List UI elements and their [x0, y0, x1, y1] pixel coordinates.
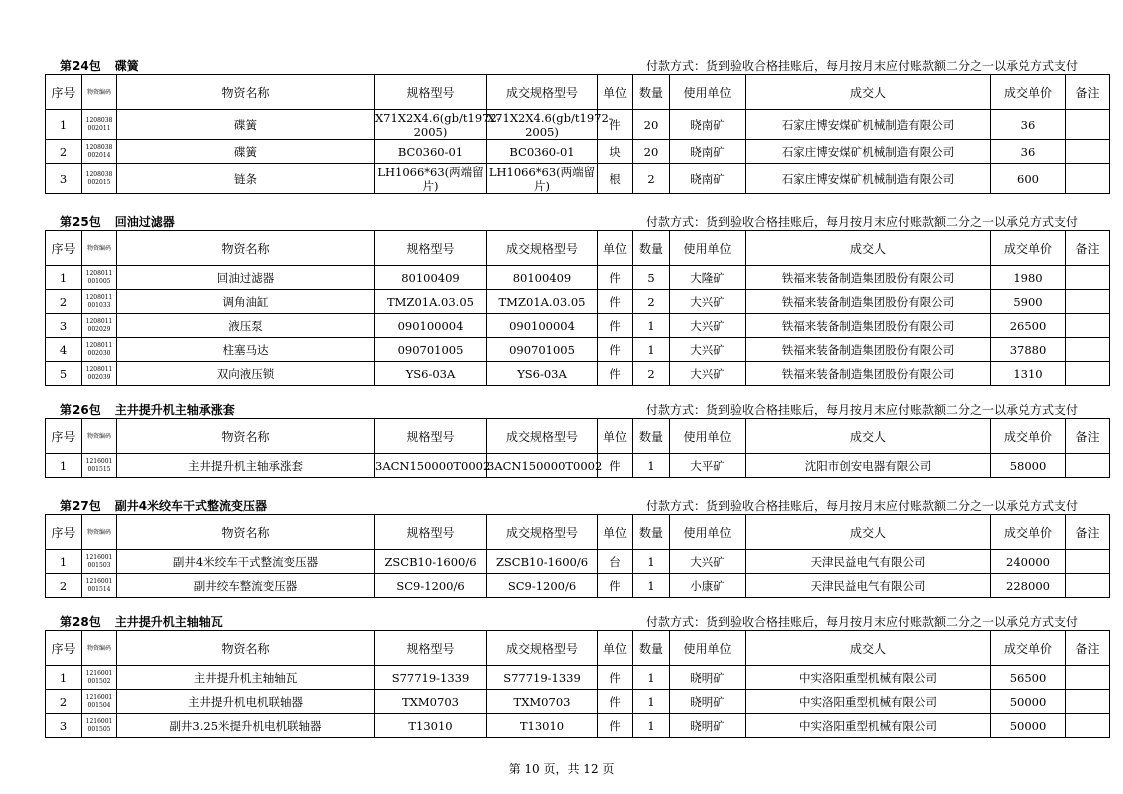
cell-material-code: 1208011 001005	[82, 266, 117, 290]
cell-unit-price: 58000	[991, 454, 1066, 478]
package-section	[45, 498, 1100, 598]
cell-material-code: 1216001 001515	[82, 454, 117, 478]
cell-material-name: 柱塞马达	[117, 338, 375, 362]
column-header-quantity: 数量	[633, 515, 670, 550]
table-row	[46, 110, 1110, 140]
cell-quantity: 20	[633, 140, 670, 164]
cell-vendor: 石家庄博安煤矿机械制造有限公司	[746, 140, 991, 164]
cell-unit-price: 36	[991, 140, 1066, 164]
cell-material-name: 主井提升机电机联轴器	[117, 690, 375, 714]
package-table	[45, 514, 1110, 598]
cell-using-unit: 大兴矿	[670, 338, 746, 362]
column-header-row-number: 序号	[46, 231, 82, 266]
column-header-quantity: 数量	[633, 75, 670, 110]
column-header-material-name: 物资名称	[117, 75, 375, 110]
package-header	[45, 214, 1092, 230]
package-name: 主井提升机主轴轴瓦	[114, 615, 223, 629]
cell-vendor: 石家庄博安煤矿机械制造有限公司	[746, 164, 991, 194]
column-header-deal-spec-model: 成交规格型号	[487, 515, 598, 550]
package-number: 第28包	[60, 615, 101, 629]
package-title	[60, 498, 267, 514]
cell-material-code: 1208038 002011	[82, 110, 117, 140]
cell-spec-model: SC9-1200/6	[375, 574, 487, 598]
cell-spec-model: TXM0703	[375, 690, 487, 714]
cell-deal-spec-model: 090100004	[487, 314, 598, 338]
cell-deal-spec-model: S77719-1339	[487, 666, 598, 690]
cell-vendor: 中实洛阳重型机械有限公司	[746, 690, 991, 714]
package-section	[45, 614, 1100, 738]
column-header-unit: 单位	[598, 419, 633, 454]
cell-unit: 根	[598, 164, 633, 194]
cell-material-code: 1208038 002014	[82, 140, 117, 164]
cell-unit: 件	[598, 110, 633, 140]
table-row	[46, 550, 1110, 574]
cell-deal-spec-model: SC9-1200/6	[487, 574, 598, 598]
cell-row-number: 1	[46, 110, 82, 140]
cell-using-unit: 晓明矿	[670, 714, 746, 738]
table-header-row	[46, 419, 1110, 454]
package-name: 碟簧	[114, 59, 139, 73]
package-section	[45, 402, 1100, 478]
package-section	[45, 214, 1100, 386]
column-header-unit: 单位	[598, 231, 633, 266]
table-row	[46, 690, 1110, 714]
cell-unit: 件	[598, 666, 633, 690]
cell-row-number: 3	[46, 164, 82, 194]
cell-using-unit: 晓南矿	[670, 164, 746, 194]
column-header-quantity: 数量	[633, 231, 670, 266]
cell-remark	[1066, 338, 1110, 362]
cell-using-unit: 大兴矿	[670, 290, 746, 314]
table-row	[46, 666, 1110, 690]
table-row	[46, 140, 1110, 164]
cell-row-number: 2	[46, 290, 82, 314]
column-header-quantity: 数量	[633, 419, 670, 454]
column-header-material-code: 物资编码	[82, 515, 117, 550]
column-header-material-code: 物资编码	[82, 631, 117, 666]
cell-unit-price: 50000	[991, 690, 1066, 714]
package-name: 回油过滤器	[114, 215, 175, 229]
cell-using-unit: 小康矿	[670, 574, 746, 598]
cell-material-name: 碟簧	[117, 110, 375, 140]
cell-material-name: 调角油缸	[117, 290, 375, 314]
cell-remark	[1066, 690, 1110, 714]
package-table	[45, 74, 1110, 194]
payment-terms: 付款方式：货到验收合格挂账后，每月按月末应付账款额二分之一以承兑方式支付	[645, 59, 1078, 73]
cell-unit: 件	[598, 338, 633, 362]
column-header-row-number: 序号	[46, 515, 82, 550]
column-header-material-name: 物资名称	[117, 419, 375, 454]
cell-unit-price: 56500	[991, 666, 1066, 690]
cell-remark	[1066, 266, 1110, 290]
cell-vendor: 铁福来装备制造集团股份有限公司	[746, 338, 991, 362]
cell-material-code: 1208011 002030	[82, 338, 117, 362]
cell-spec-model: 3ACN150000T0002	[375, 454, 487, 478]
cell-remark	[1066, 574, 1110, 598]
cell-unit-price: 240000	[991, 550, 1066, 574]
cell-deal-spec-model: TMZ01A.03.05	[487, 290, 598, 314]
cell-remark	[1066, 164, 1110, 194]
cell-unit-price: 5900	[991, 290, 1066, 314]
column-header-unit: 单位	[598, 75, 633, 110]
cell-material-code: 1216001 001503	[82, 550, 117, 574]
cell-material-name: 主井提升机主轴承涨套	[117, 454, 375, 478]
cell-spec-model: X71X2X4.6(gb/t1972-2005)	[375, 110, 501, 139]
cell-spec-model: 090100004	[375, 314, 487, 338]
cell-vendor: 天津民益电气有限公司	[746, 550, 991, 574]
cell-unit-price: 1310	[991, 362, 1066, 386]
package-header	[45, 402, 1092, 418]
cell-row-number: 4	[46, 338, 82, 362]
table-row	[46, 362, 1110, 386]
column-header-using-unit: 使用单位	[670, 631, 746, 666]
cell-unit-price: 37880	[991, 338, 1066, 362]
cell-material-name: 副井3.25米提升机电机联轴器	[117, 714, 375, 738]
page-footer: 第 10 页，共 12 页	[508, 762, 615, 776]
cell-deal-spec-model: 80100409	[487, 266, 598, 290]
cell-row-number: 3	[46, 314, 82, 338]
column-header-material-code: 物资编码	[82, 75, 117, 110]
payment-terms: 付款方式：货到验收合格挂账后，每月按月末应付账款额二分之一以承兑方式支付	[645, 499, 1078, 513]
cell-spec-model: 090701005	[375, 338, 487, 362]
cell-row-number: 5	[46, 362, 82, 386]
column-header-using-unit: 使用单位	[670, 419, 746, 454]
package-number: 第24包	[60, 59, 101, 73]
cell-using-unit: 大平矿	[670, 454, 746, 478]
cell-unit-price: 50000	[991, 714, 1066, 738]
package-table	[45, 230, 1110, 386]
column-header-vendor: 成交人	[746, 75, 991, 110]
column-header-remark: 备注	[1066, 515, 1110, 550]
table-row	[46, 714, 1110, 738]
cell-quantity: 2	[633, 164, 670, 194]
payment-terms: 付款方式：货到验收合格挂账后，每月按月末应付账款额二分之一以承兑方式支付	[645, 215, 1078, 229]
cell-using-unit: 晓南矿	[670, 140, 746, 164]
cell-quantity: 20	[633, 110, 670, 140]
cell-vendor: 铁福来装备制造集团股份有限公司	[746, 290, 991, 314]
column-header-material-name: 物资名称	[117, 631, 375, 666]
package-number: 第26包	[60, 403, 101, 417]
table-row	[46, 454, 1110, 478]
payment-terms: 付款方式：货到验收合格挂账后，每月按月末应付账款额二分之一以承兑方式支付	[645, 615, 1078, 629]
cell-material-name: 副井绞车整流变压器	[117, 574, 375, 598]
cell-row-number: 1	[46, 550, 82, 574]
column-header-deal-spec-model: 成交规格型号	[487, 231, 598, 266]
cell-spec-model: 80100409	[375, 266, 487, 290]
cell-material-code: 1216001 001505	[82, 714, 117, 738]
cell-quantity: 5	[633, 266, 670, 290]
column-header-unit-price: 成交单价	[991, 231, 1066, 266]
cell-using-unit: 大隆矿	[670, 266, 746, 290]
package-title	[60, 614, 223, 630]
cell-spec-model: S77719-1339	[375, 666, 487, 690]
cell-using-unit: 大兴矿	[670, 314, 746, 338]
cell-unit: 块	[598, 140, 633, 164]
cell-row-number: 1	[46, 266, 82, 290]
package-title	[60, 402, 235, 418]
table-header-row	[46, 631, 1110, 666]
cell-spec-model: LH1066*63(两端留片)	[375, 164, 487, 194]
cell-vendor: 石家庄博安煤矿机械制造有限公司	[746, 110, 991, 140]
cell-quantity: 1	[633, 714, 670, 738]
cell-unit: 件	[598, 714, 633, 738]
cell-remark	[1066, 290, 1110, 314]
column-header-vendor: 成交人	[746, 231, 991, 266]
payment-terms: 付款方式：货到验收合格挂账后，每月按月末应付账款额二分之一以承兑方式支付	[645, 403, 1078, 417]
cell-unit: 件	[598, 362, 633, 386]
cell-unit: 件	[598, 690, 633, 714]
column-header-vendor: 成交人	[746, 515, 991, 550]
column-header-unit-price: 成交单价	[991, 75, 1066, 110]
table-header-row	[46, 515, 1110, 550]
cell-quantity: 1	[633, 574, 670, 598]
cell-quantity: 1	[633, 314, 670, 338]
table-row	[46, 314, 1110, 338]
cell-material-code: 1208011 002039	[82, 362, 117, 386]
cell-spec-model: ZSCB10-1600/6	[375, 550, 487, 574]
column-header-spec-model: 规格型号	[375, 231, 487, 266]
cell-deal-spec-model: 3ACN150000T0002	[487, 454, 598, 478]
cell-using-unit: 大兴矿	[670, 362, 746, 386]
cell-deal-spec-model: T13010	[487, 714, 598, 738]
cell-spec-model: BC0360-01	[375, 140, 487, 164]
cell-using-unit: 晓明矿	[670, 690, 746, 714]
cell-unit: 台	[598, 550, 633, 574]
cell-material-name: 碟簧	[117, 140, 375, 164]
column-header-spec-model: 规格型号	[375, 419, 487, 454]
cell-unit-price: 26500	[991, 314, 1066, 338]
cell-material-name: 副井4米绞车干式整流变压器	[117, 550, 375, 574]
cell-deal-spec-model: YS6-03A	[487, 362, 598, 386]
cell-quantity: 1	[633, 690, 670, 714]
package-title	[60, 58, 139, 74]
cell-material-name: 主井提升机主轴轴瓦	[117, 666, 375, 690]
cell-remark	[1066, 110, 1110, 140]
cell-material-code: 1216001 001504	[82, 690, 117, 714]
table-row	[46, 266, 1110, 290]
cell-quantity: 1	[633, 666, 670, 690]
column-header-spec-model: 规格型号	[375, 631, 487, 666]
cell-row-number: 2	[46, 574, 82, 598]
cell-vendor: 铁福来装备制造集团股份有限公司	[746, 266, 991, 290]
table-header-row	[46, 75, 1110, 110]
cell-quantity: 2	[633, 290, 670, 314]
cell-vendor: 中实洛阳重型机械有限公司	[746, 714, 991, 738]
package-number: 第27包	[60, 499, 101, 513]
cell-material-code: 1208011 001033	[82, 290, 117, 314]
cell-material-name: 链条	[117, 164, 375, 194]
cell-spec-model: T13010	[375, 714, 487, 738]
column-header-remark: 备注	[1066, 231, 1110, 266]
column-header-spec-model: 规格型号	[375, 75, 487, 110]
column-header-unit-price: 成交单价	[991, 419, 1066, 454]
cell-spec-model: YS6-03A	[375, 362, 487, 386]
table-row	[46, 338, 1110, 362]
cell-material-name: 液压泵	[117, 314, 375, 338]
cell-unit-price: 1980	[991, 266, 1066, 290]
cell-unit: 件	[598, 574, 633, 598]
package-header	[45, 498, 1092, 514]
column-header-row-number: 序号	[46, 419, 82, 454]
column-header-deal-spec-model: 成交规格型号	[487, 631, 598, 666]
cell-deal-spec-model: 090701005	[487, 338, 598, 362]
cell-quantity: 2	[633, 362, 670, 386]
column-header-unit-price: 成交单价	[991, 515, 1066, 550]
cell-remark	[1066, 362, 1110, 386]
cell-unit: 件	[598, 290, 633, 314]
column-header-material-code: 物资编码	[82, 419, 117, 454]
column-header-row-number: 序号	[46, 75, 82, 110]
cell-material-name: 双向液压锁	[117, 362, 375, 386]
cell-deal-spec-model: LH1066*63(两端留片)	[487, 164, 598, 194]
column-header-row-number: 序号	[46, 631, 82, 666]
cell-quantity: 1	[633, 338, 670, 362]
column-header-using-unit: 使用单位	[670, 515, 746, 550]
cell-material-code: 1216001 001514	[82, 574, 117, 598]
column-header-material-name: 物资名称	[117, 231, 375, 266]
cell-deal-spec-model: X71X2X4.6(gb/t1972-2005)	[487, 110, 613, 139]
cell-unit: 件	[598, 454, 633, 478]
package-table	[45, 418, 1110, 478]
cell-using-unit: 大兴矿	[670, 550, 746, 574]
cell-remark	[1066, 666, 1110, 690]
cell-remark	[1066, 314, 1110, 338]
cell-vendor: 铁福来装备制造集团股份有限公司	[746, 314, 991, 338]
column-header-remark: 备注	[1066, 75, 1110, 110]
cell-row-number: 1	[46, 666, 82, 690]
cell-material-code: 1208038 002015	[82, 164, 117, 194]
cell-unit-price: 36	[991, 110, 1066, 140]
column-header-deal-spec-model: 成交规格型号	[487, 75, 598, 110]
package-section	[45, 58, 1100, 194]
column-header-unit: 单位	[598, 631, 633, 666]
cell-material-code: 1208011 002029	[82, 314, 117, 338]
package-number: 第25包	[60, 215, 101, 229]
column-header-using-unit: 使用单位	[670, 75, 746, 110]
table-row	[46, 164, 1110, 194]
cell-deal-spec-model: TXM0703	[487, 690, 598, 714]
cell-remark	[1066, 140, 1110, 164]
cell-using-unit: 晓明矿	[670, 666, 746, 690]
column-header-unit-price: 成交单价	[991, 631, 1066, 666]
cell-row-number: 2	[46, 690, 82, 714]
table-row	[46, 574, 1110, 598]
cell-material-code: 1216001 001502	[82, 666, 117, 690]
package-header	[45, 58, 1092, 74]
package-header	[45, 614, 1092, 630]
package-name: 副井4米绞车干式整流变压器	[114, 499, 268, 513]
column-header-material-name: 物资名称	[117, 515, 375, 550]
column-header-deal-spec-model: 成交规格型号	[487, 419, 598, 454]
column-header-remark: 备注	[1066, 419, 1110, 454]
cell-remark	[1066, 454, 1110, 478]
column-header-remark: 备注	[1066, 631, 1110, 666]
cell-deal-spec-model: BC0360-01	[487, 140, 598, 164]
column-header-spec-model: 规格型号	[375, 515, 487, 550]
cell-spec-model: TMZ01A.03.05	[375, 290, 487, 314]
cell-remark	[1066, 714, 1110, 738]
cell-using-unit: 晓南矿	[670, 110, 746, 140]
cell-deal-spec-model: ZSCB10-1600/6	[487, 550, 598, 574]
cell-vendor: 天津民益电气有限公司	[746, 574, 991, 598]
cell-row-number: 1	[46, 454, 82, 478]
table-header-row	[46, 231, 1110, 266]
cell-vendor: 铁福来装备制造集团股份有限公司	[746, 362, 991, 386]
column-header-quantity: 数量	[633, 631, 670, 666]
cell-material-name: 回油过滤器	[117, 266, 375, 290]
column-header-material-code: 物资编码	[82, 231, 117, 266]
cell-unit-price: 228000	[991, 574, 1066, 598]
cell-remark	[1066, 550, 1110, 574]
cell-unit-price: 600	[991, 164, 1066, 194]
cell-vendor: 沈阳市创安电器有限公司	[746, 454, 991, 478]
cell-unit: 件	[598, 266, 633, 290]
cell-vendor: 中实洛阳重型机械有限公司	[746, 666, 991, 690]
cell-quantity: 1	[633, 550, 670, 574]
cell-unit: 件	[598, 314, 633, 338]
cell-row-number: 3	[46, 714, 82, 738]
table-row	[46, 290, 1110, 314]
column-header-vendor: 成交人	[746, 419, 991, 454]
column-header-unit: 单位	[598, 515, 633, 550]
package-title	[60, 214, 175, 230]
cell-quantity: 1	[633, 454, 670, 478]
column-header-using-unit: 使用单位	[670, 231, 746, 266]
package-name: 主井提升机主轴承涨套	[114, 403, 235, 417]
column-header-vendor: 成交人	[746, 631, 991, 666]
cell-row-number: 2	[46, 140, 82, 164]
package-table	[45, 630, 1110, 738]
